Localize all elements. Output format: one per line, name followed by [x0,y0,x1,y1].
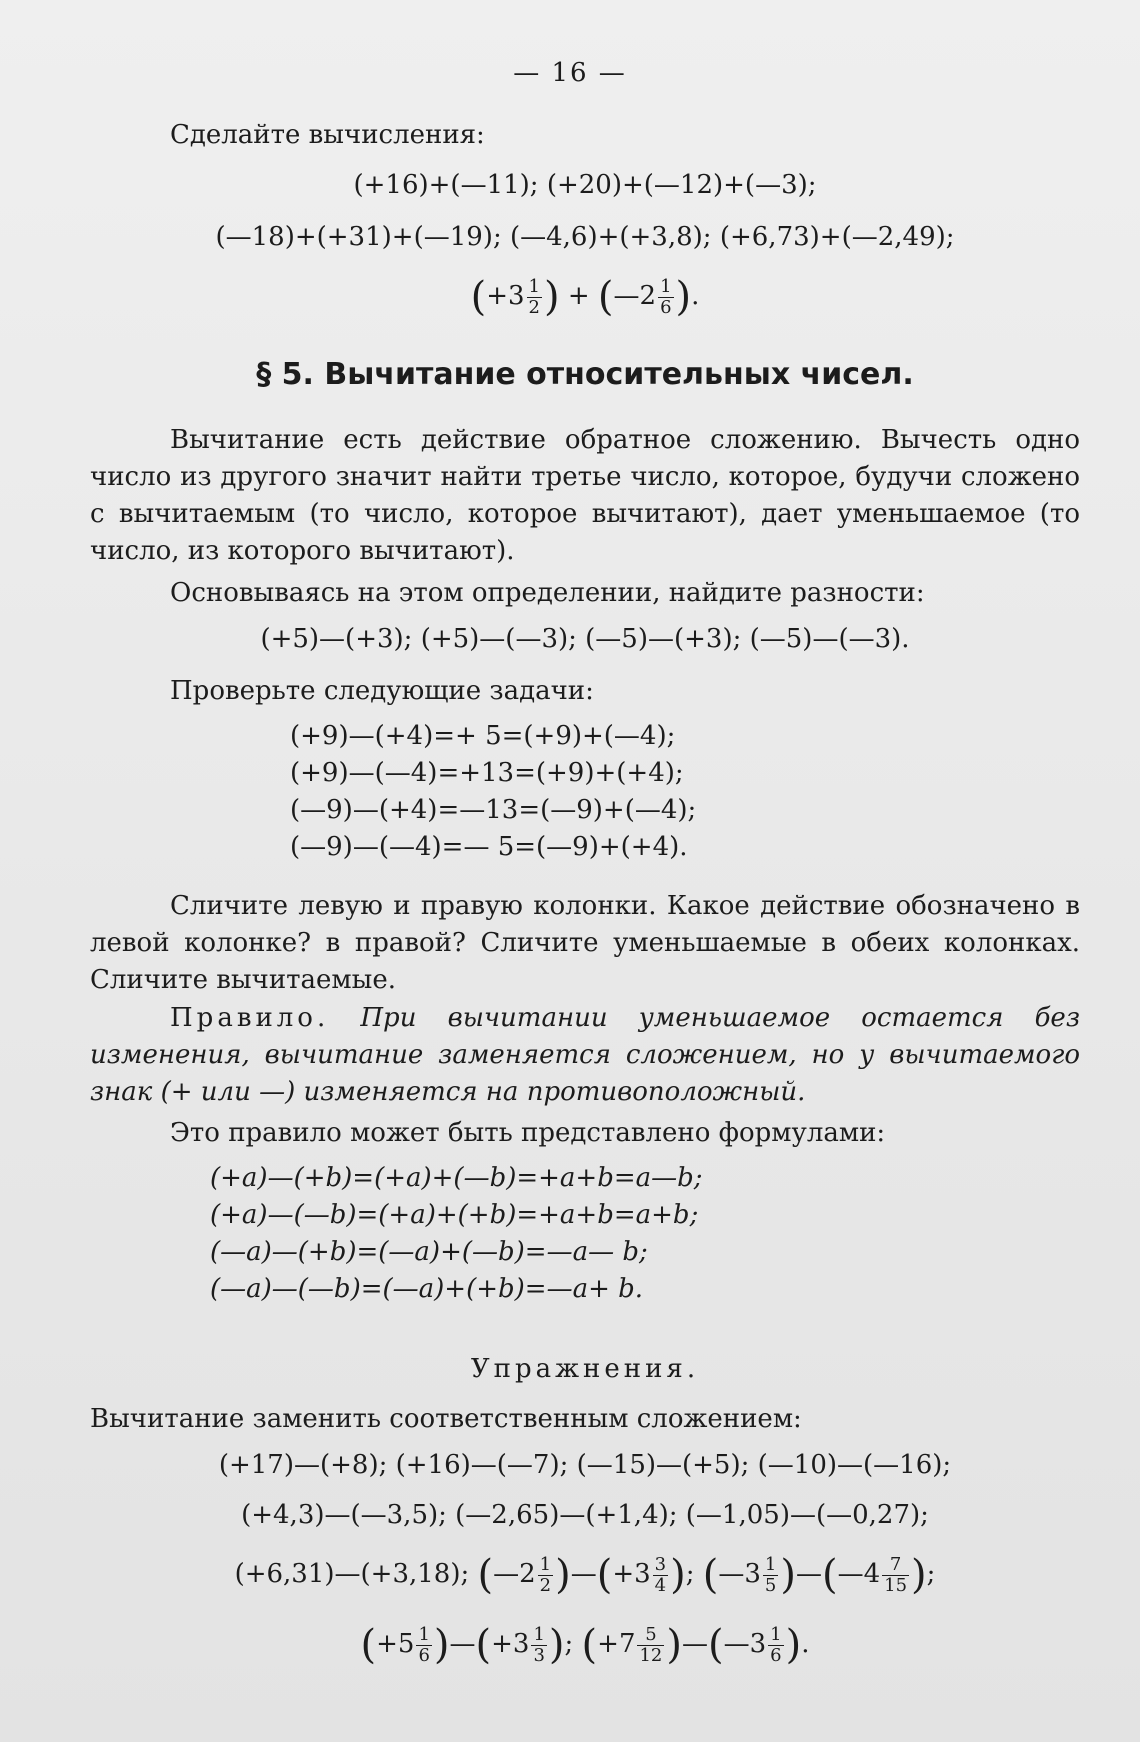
check-label: Проверьте следующие задачи: [170,676,594,706]
check-item: (—9)—(—4)=— 5=(—9)+(+4). [290,832,688,862]
find-differences-label: Основываясь на этом определении, найдите разности: [170,578,925,608]
exercises-title: Упражнения. [470,1354,700,1384]
intro-label: Сделайте вычисления: [170,120,485,150]
formula-list [210,1160,1030,1308]
rule-word: Правило. [170,1003,330,1033]
formula-item: (—a)—(+b)=(—a)+(—b)=—a— b; [210,1237,648,1267]
intro-row-1: (+16)+(—11); (+20)+(—12)+(—3); [353,170,817,200]
section-title: § 5. Вычитание относительных чисел. [256,357,914,392]
formula-label: Это правило может быть представлено формулами: [170,1118,886,1148]
exercises-row-2: (+4,3)—(—3,5); (—2,65)—(+1,4); (—1,05)—(—0,27); [241,1500,929,1530]
rule-text: При вычитании уменьшаемое остается без изменения, вычитание заменяется сложением, но у вычитаемого знак (+ или —) изменяется на противоположный. [90,1003,1081,1107]
exercises-label: Вычитание заменить соответственным сложением: [90,1404,802,1434]
check-item: (+9)—(—4)=+13=(+9)+(+4); [290,758,684,788]
check-list [290,718,990,866]
exercises-row-1: (+17)—(+8); (+16)—(—7); (—15)—(+5); (—10)—(—16); [218,1450,952,1480]
compare-paragraph: Сличите левую и правую колонки. Какое действие обозначено в левой колонке? в правой? Сличите уменьшаемые в обеих колонках. Сличите вычитаемые. [90,891,1080,995]
intro-row-2: (—18)+(+31)+(—19); (—4,6)+(+3,8); (+6,73)+(—2,49); [215,222,955,252]
page-number: — 16 — [513,58,627,88]
differences-row: (+5)—(+3); (+5)—(—3); (—5)—(+3); (—5)—(—3). [260,624,910,654]
exercises-row-3: (+6,31)—(+3,18); (—2 $\frac{1}{2}$ )—(+3 $\frac{3}{4}$ ); (—3 $\frac{1}{5}$ )—(—4 $\frac{7}{15}$ ); [234,1552,936,1598]
definition-paragraph: Вычитание есть действие обратное сложению. Вычесть одно число из другого значит найти третье число, которое, будучи сложено с вычитаемым (то число, которое вычитают), дает уменьшаемое (то число, из которого вычитают). [90,425,1080,566]
intro-row-3: (+3 $\frac{1}{2}$ ) + (—2 $\frac{1}{6}$ ). [470,274,700,320]
formula-item: (+a)—(—b)=(+a)+(+b)=+a+b=a+b; [210,1200,699,1230]
formula-item: (—a)—(—b)=(—a)+(+b)=—a+ b. [210,1274,644,1304]
check-item: (—9)—(+4)=—13=(—9)+(—4); [290,795,697,825]
check-item: (+9)—(+4)=+ 5=(+9)+(—4); [290,721,676,751]
formula-item: (+a)—(+b)=(+a)+(—b)=+a+b=a—b; [210,1163,703,1193]
exercises-row-4: (+5 $\frac{1}{6}$ )—(+3 $\frac{1}{3}$ ); (+7 $\frac{5}{12}$ )—(—3 $\frac{1}{6}$ ). [360,1622,810,1668]
rule-paragraph [90,1000,1080,1111]
